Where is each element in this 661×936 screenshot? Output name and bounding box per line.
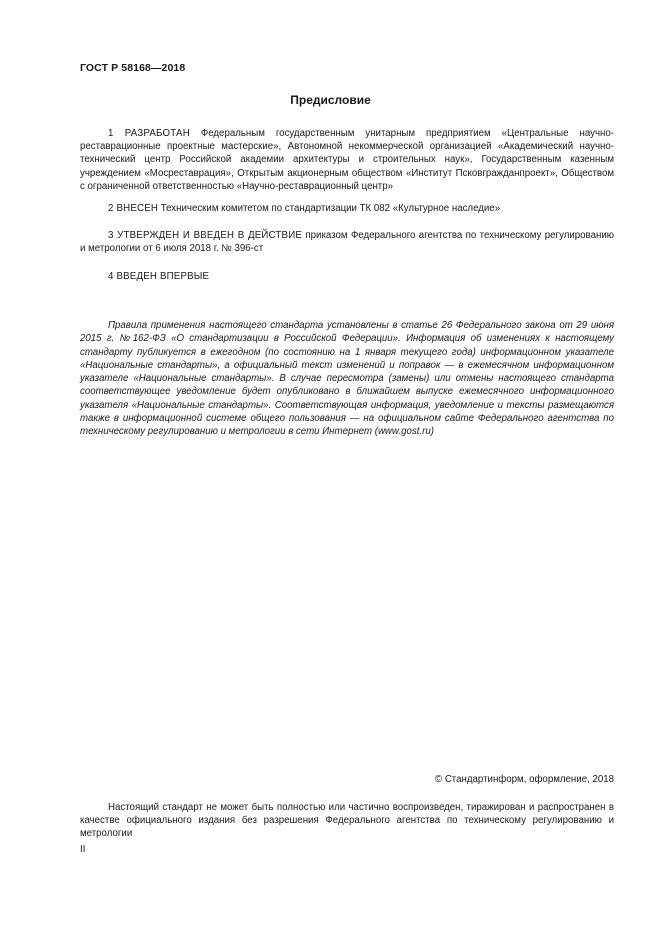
preface-item-1-lead: 1 РАЗРАБОТАН xyxy=(108,128,190,139)
preface-item-2-lead: 2 ВНЕСЕН xyxy=(108,203,159,214)
application-rules-note: Правила применения настоящего стандарта установлены в статье 26 Федерального закона от 29 июня 2015 г. №162-ФЗ «О стандартизации в Российской Федерации». Информация об изменениях к настоящему стандарту публикуется в ежегодном (по состоянию на 1 января текущего года) информационном указателе «Национальные стандарты», а официальный текст изменений и поправок — в ежемесячном информационном указателе «Национальные стандарты». В случае пересмотра (замены) или отмены настоящего стандарта соответствующее уведомление будет опубликовано в ближайшем выпуске ежемесячного информационного указателя «Национальные стандарты». Соответствующая информация, уведомление и тексты размещаются также в информационной системе общего пользования — на официальном сайте Федерального агентства по техническому регулированию и метрологии в сети Интернет (www.gost.ru) xyxy=(80,320,614,438)
reproduction-notice: Настоящий стандарт не может быть полностью или частично воспроизведен, тиражирован и распространен в качестве официального издания без разрешения Федерального агентства по техническому регулированию и метрологии xyxy=(80,802,614,840)
preface-item-3 xyxy=(80,229,614,255)
preface-item-1-text: Федеральным государственным унитарным предприятием «Центральные научно-реставрационные проектные мастерские», Автономной некоммерческой организацией «Академический научно-технический центр Российской академии архитектуры и строительных наук», Государственным казенным учреждением «Мосреставрация», Открытым акционерным обществом «Институт Псковгражданпроект», Обществом с ограниченной ответственностью «Научно-реставрационный центр» xyxy=(80,128,614,192)
page-number: II xyxy=(80,844,86,855)
preface-item-1 xyxy=(80,127,614,193)
preface-item-2-text: Техническим комитетом по стандартизации ТК 082 «Культурное наследие» xyxy=(158,203,501,214)
preface-item-4 xyxy=(80,270,614,283)
preface-item-4-lead: 4 ВВЕДЕН ВПЕРВЫЕ xyxy=(108,271,210,282)
page-title: Предисловие xyxy=(290,93,371,107)
standard-id-header: ГОСТ Р 58168—2018 xyxy=(80,62,186,74)
copyright-notice: © Стандартинформ, оформление, 2018 xyxy=(434,774,614,785)
preface-item-2 xyxy=(80,202,614,215)
preface-item-3-lead: 3 УТВЕРЖДЕН И ВВЕДЕН В ДЕЙСТВИЕ xyxy=(108,230,303,241)
preface-item-3-text: приказом Федерального агентства по техническому регулированию и метрологии от 6 июля 2018 г. № 396-ст xyxy=(80,230,614,255)
